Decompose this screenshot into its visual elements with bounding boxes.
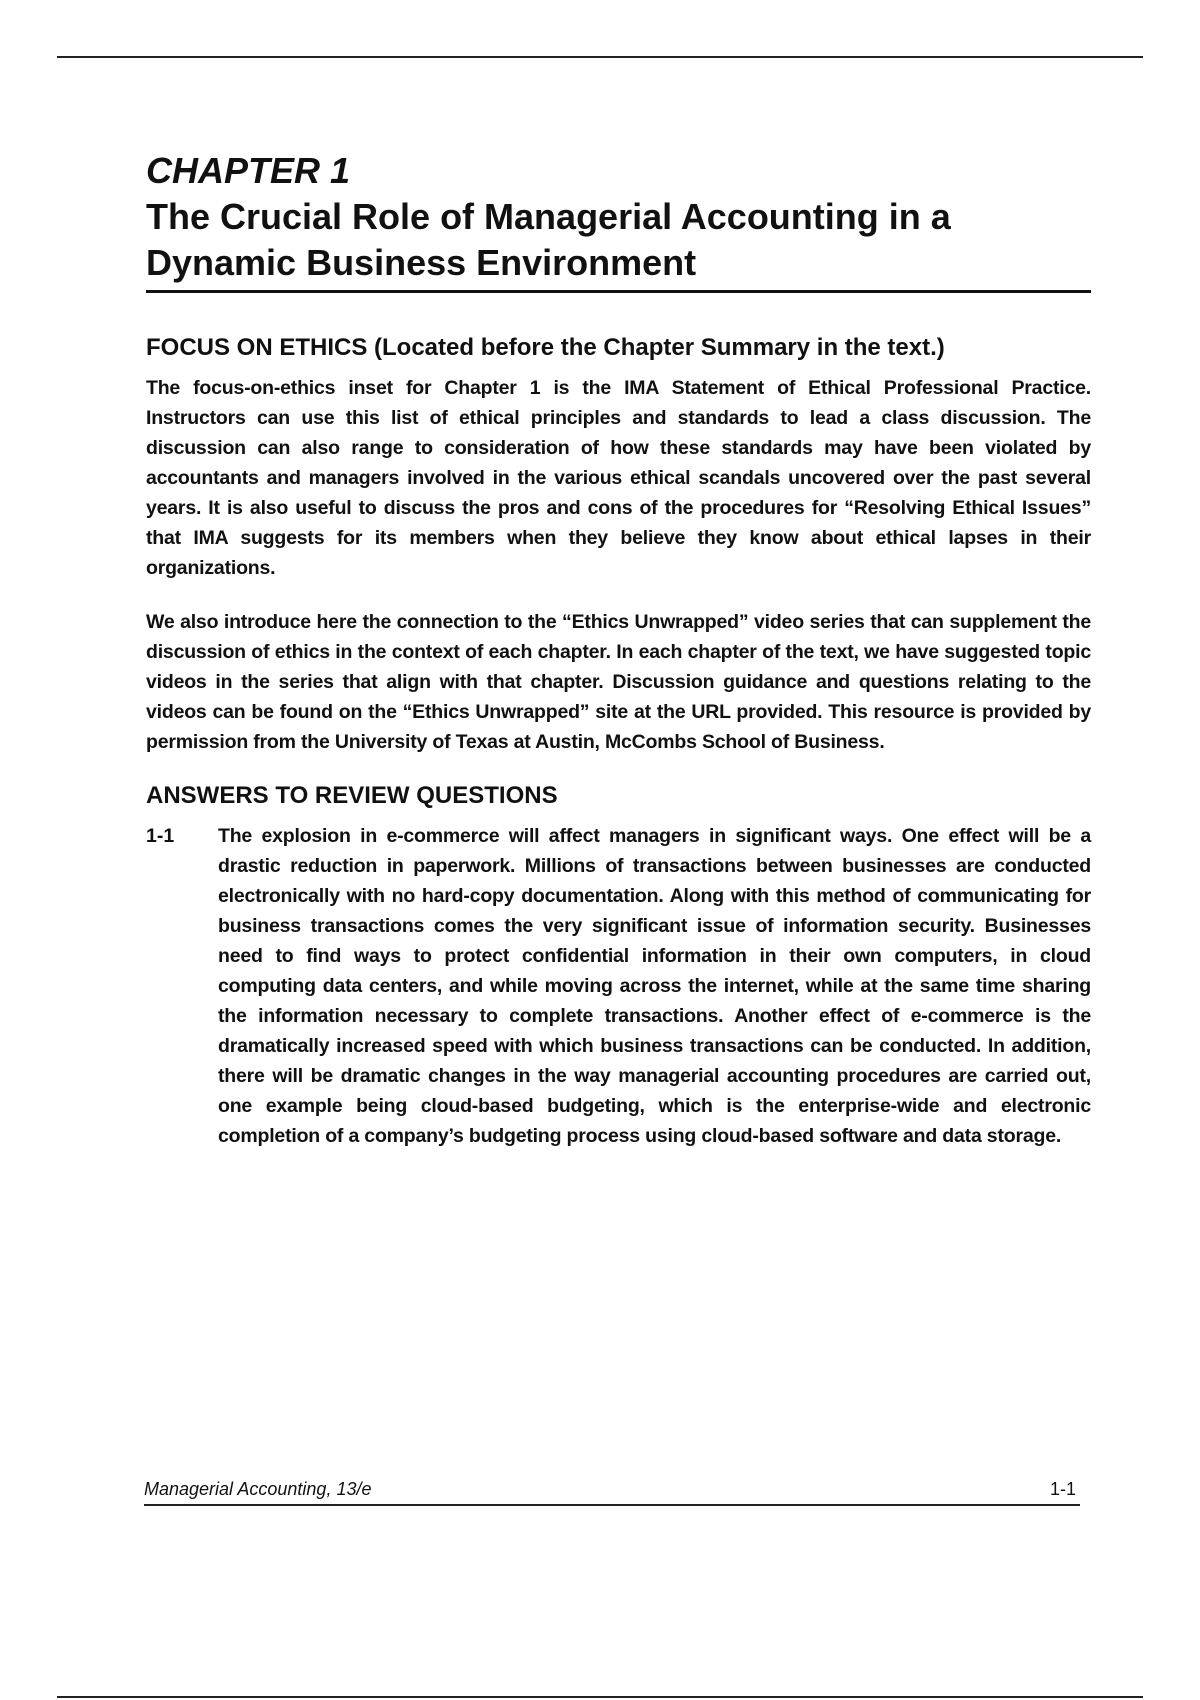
chapter-title: The Crucial Role of Managerial Accounting in a Dynamic Business Environment <box>146 194 1091 293</box>
ethics-paragraph-1: The focus-on-ethics inset for Chapter 1 is the IMA Statement of Ethical Professional Practice. Instructors can use this list of ethical principles and standards to lead a class discussion. The discussion can also range to consideration of how these standards may have been violated by accountants and managers involved in the various ethical scandals uncovered over the past several years. It is also useful to discuss the pros and cons of the procedures for “Resolving Ethical Issues” that IMA suggests for its members when they believe they know about ethical lapses in their organizations. <box>146 377 1091 579</box>
top-rule <box>57 56 1143 58</box>
answer-number: 1-1 <box>146 825 175 847</box>
footer-page-number: 1-1 <box>1049 1479 1076 1499</box>
chapter-label: CHAPTER 1 <box>146 150 351 191</box>
answer-item <box>146 821 1091 1151</box>
answer-text: The explosion in e-commerce will affect managers in significant ways. One effect will be a drastic reduction in paperwork. Millions of transactions between businesses are conducted electronically with no hard-copy documentation. Along with this method of communicating for business transactions comes the very significant issue of information security. Businesses need to find ways to protect confidential information in their own computers, in cloud computing data centers, and while moving across the internet, while at the same time sharing the information necessary to complete transactions. Another effect of e-commerce is the dramatically increased speed with which business transactions can be conducted. In addition, there will be dramatic changes in the way managerial accounting procedures are carried out, one example being cloud-based budgeting, which is the enterprise-wide and electronic completion of a company’s budgeting process using cloud-based software and data storage. <box>218 825 1091 1147</box>
bottom-rule <box>57 1696 1143 1698</box>
review-answers-heading: ANSWERS TO REVIEW QUESTIONS <box>146 782 558 809</box>
page-footer <box>144 1478 1080 1506</box>
footer-book-title: Managerial Accounting, 13/e <box>144 1479 372 1499</box>
focus-on-ethics-heading: FOCUS ON ETHICS (Located before the Chapter Summary in the text.) <box>146 334 945 361</box>
page-content <box>146 150 1091 1151</box>
ethics-paragraph-2: We also introduce here the connection to the “Ethics Unwrapped” video series that can supplement the discussion of ethics in the context of each chapter. In each chapter of the text, we have suggested topic videos in the series that align with that chapter. Discussion guidance and questions relating to the videos can be found on the “Ethics Unwrapped” site at the URL provided. This resource is provided by permission from the University of Texas at Austin, McCombs School of Business. <box>146 611 1091 753</box>
